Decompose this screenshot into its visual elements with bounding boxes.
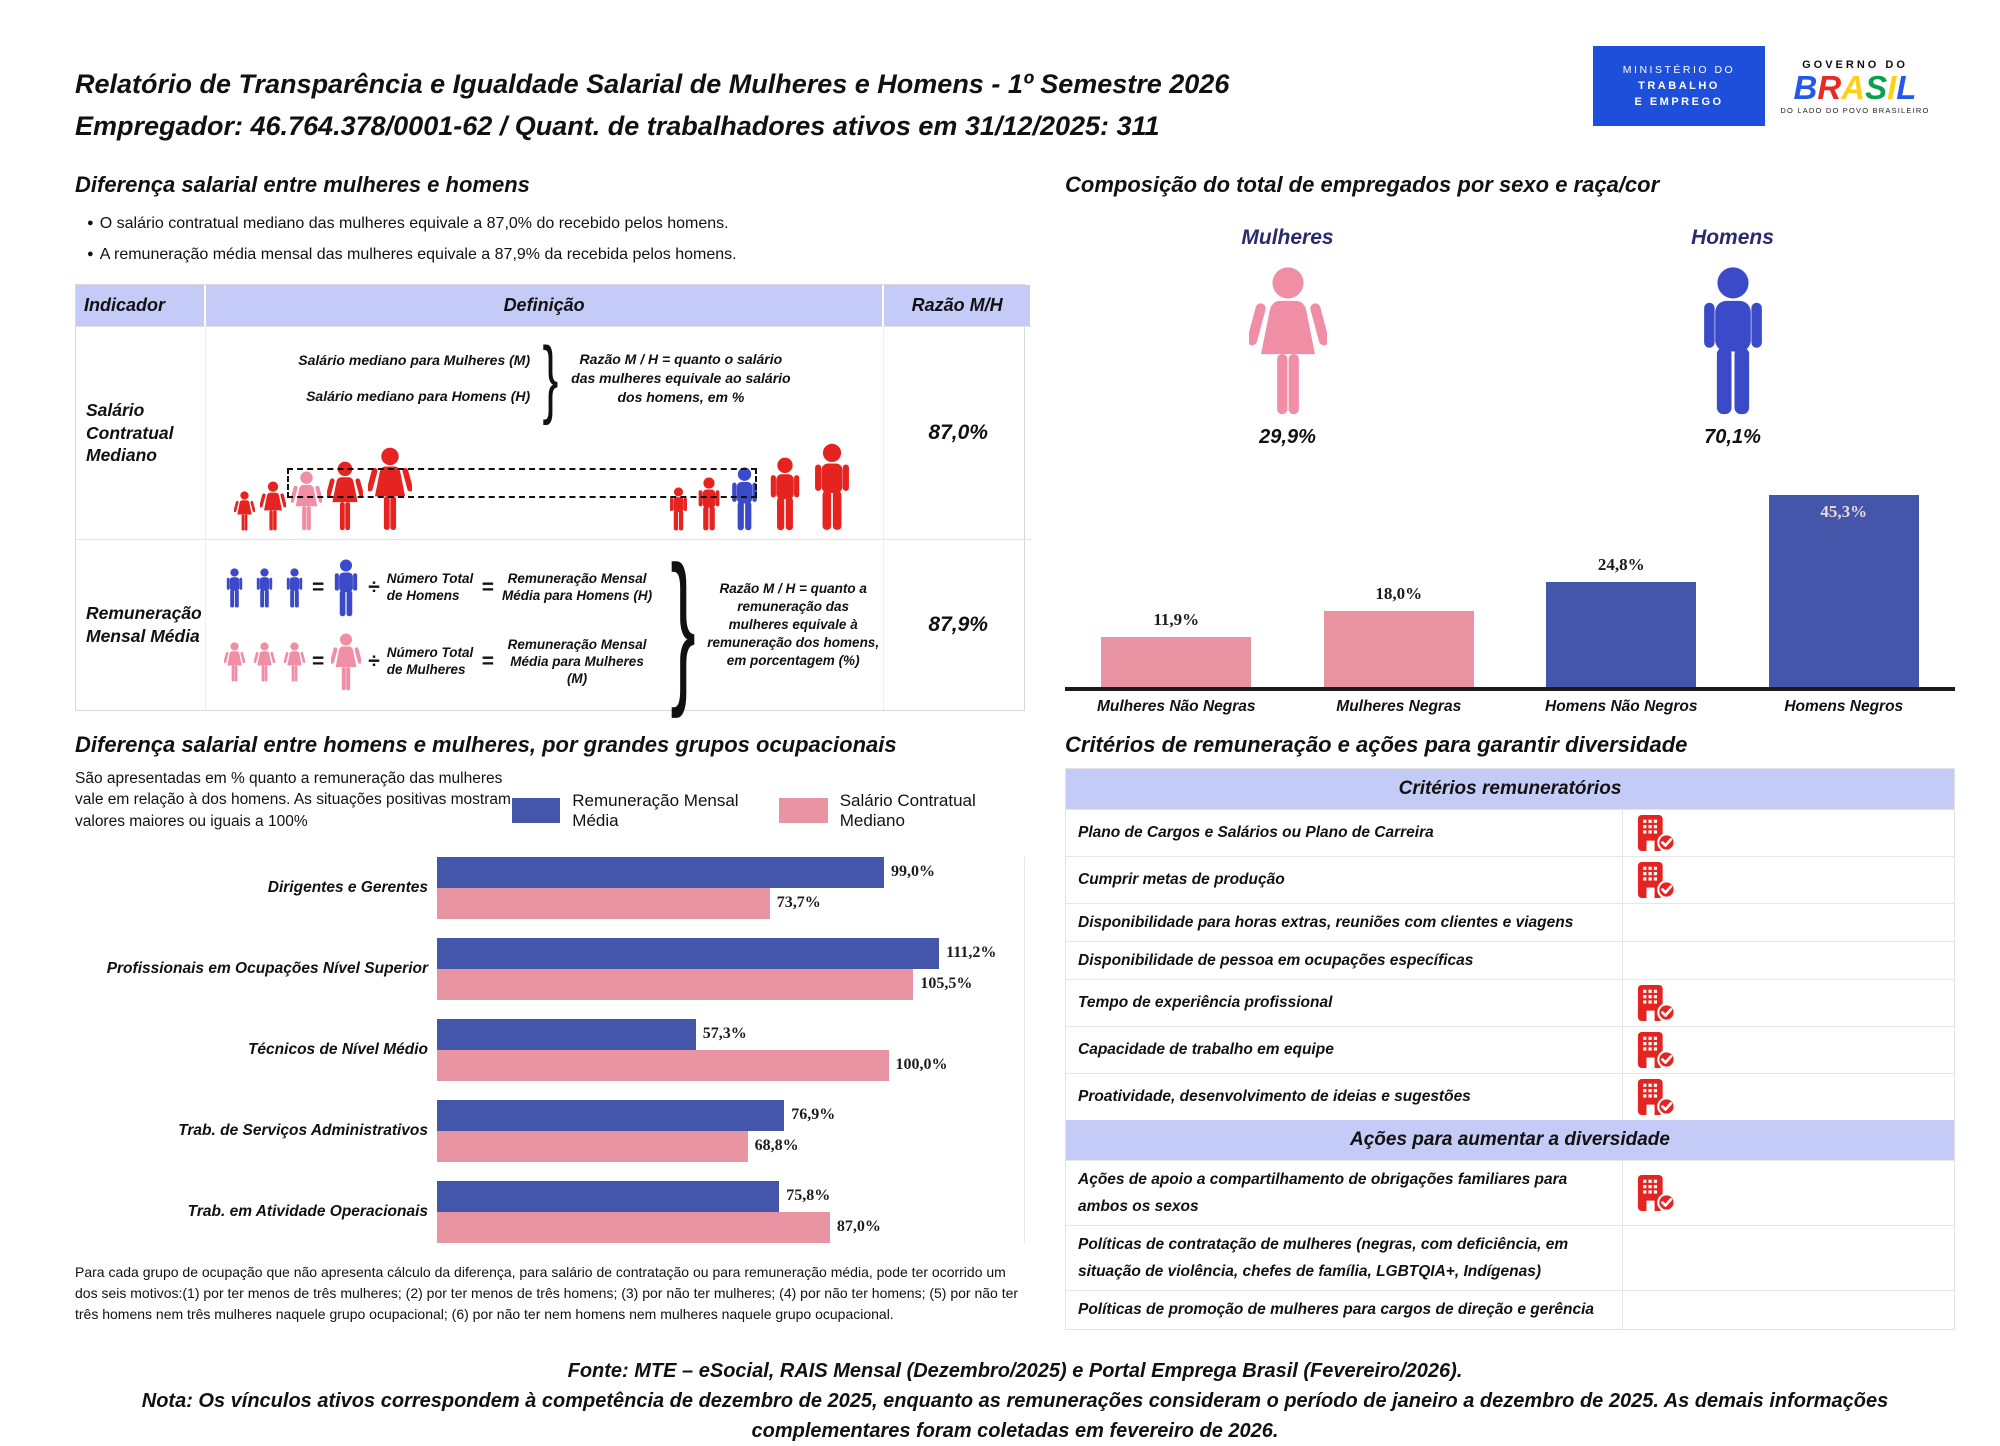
- woman-icon: [234, 491, 255, 531]
- criteria-row-status: [1622, 942, 1954, 979]
- criteria-row-status: [1622, 980, 1954, 1026]
- row2-indicator-label: Remuneração Mensal Média: [76, 539, 206, 710]
- criteria-row: [1066, 1073, 1954, 1120]
- criteria-row-label: Tempo de experiência profissional: [1078, 994, 1333, 1012]
- bar-value-label: 45,3%: [1820, 501, 1868, 521]
- occupational-bar-line: [437, 1100, 1024, 1131]
- bar-value-label: 57,3%: [702, 1025, 747, 1043]
- occupational-group-bars: [437, 1100, 1024, 1162]
- row1-indicator-label: Salário Contratual Mediano: [76, 326, 206, 539]
- criteria-row: [1066, 979, 1954, 1026]
- women-icons-small: [224, 642, 305, 682]
- occupational-bar: [437, 857, 884, 888]
- occupational-group-bars: [437, 857, 1024, 919]
- header-titles: [75, 46, 1229, 148]
- salary-diff-title: Diferença salarial entre mulheres e homens: [75, 171, 530, 197]
- bar-value-label: 105,5%: [920, 975, 973, 993]
- men-average-equation: [224, 559, 653, 617]
- brasil-letter: B: [1793, 68, 1818, 106]
- occupational-bar-line: [437, 1131, 1024, 1162]
- woman-icon-large: [331, 633, 361, 691]
- equals-sign: =: [312, 650, 325, 674]
- row2-ratio-note: Razão M / H = quanto a remuneração das mulheres equivale à remuneração dos homens, em porcentagem (%): [707, 580, 880, 669]
- criteria-row: [1066, 1160, 1954, 1225]
- report-header: [75, 46, 1955, 148]
- row1-formula-labels: [298, 352, 530, 404]
- gov-logo-top-label: GOVERNO DO: [1802, 58, 1908, 71]
- row1-ratio-value: 87,0%: [884, 326, 1032, 539]
- occupational-bar: [437, 1100, 784, 1131]
- occupational-bar-line: [437, 969, 1024, 1000]
- men-share-figure: [1510, 226, 1955, 449]
- brasil-letter: I: [1887, 68, 1897, 106]
- bar-value-label: 73,7%: [776, 894, 821, 912]
- occupational-bar-line: [437, 1181, 1024, 1212]
- col-header-ratio: Razão M/H: [884, 285, 1032, 326]
- occupational-chart: [75, 857, 1025, 1243]
- section-occupational: [75, 732, 1025, 1330]
- bar-value-label: 111,2%: [946, 944, 997, 962]
- occupational-group-row: [75, 1181, 1024, 1243]
- equals-sign: =: [312, 576, 325, 600]
- company-check-icon: [1635, 1174, 1677, 1212]
- bar-category-label: Mulheres Não Negras: [1097, 697, 1256, 715]
- criteria-row-status: [1622, 1226, 1954, 1290]
- criteria-row-label: Cumprir metas de produção: [1078, 871, 1285, 889]
- occupational-group-row: [75, 938, 1024, 1000]
- men-icon-large: [331, 559, 361, 617]
- company-check-icon: [1635, 814, 1677, 852]
- criteria-row-label: Políticas de promoção de mulheres para cargos de direção e gerência: [1078, 1301, 1595, 1319]
- criteria-row: [1066, 1026, 1954, 1073]
- occupational-bar-line: [437, 1019, 1024, 1050]
- man-icon: [766, 457, 804, 531]
- chart-legend: [512, 791, 1025, 831]
- main-grid: [75, 172, 1955, 1330]
- row2-definition-cell: [206, 531, 884, 720]
- criteria-section-header: Critérios remuneratórios: [1066, 769, 1954, 809]
- criteria-row-label: Ações de apoio a compartilhamento de obrigações familiares para ambos os sexos: [1078, 1170, 1568, 1216]
- composition-bar: [1546, 582, 1696, 687]
- occupational-group-bars: [437, 1181, 1024, 1243]
- occupational-group-row: [75, 1019, 1024, 1081]
- criteria-table: [1065, 768, 1955, 1330]
- company-check-icon: [1635, 984, 1677, 1022]
- median-women-label: Salário mediano para Mulheres (M): [298, 352, 531, 369]
- mte-logo-line3: E EMPREGO: [1634, 96, 1724, 108]
- man-icon: [224, 568, 245, 608]
- occupational-bar: [437, 969, 913, 1000]
- brace-glyph: }: [670, 531, 696, 720]
- bar-value-label: 99,0%: [891, 863, 935, 881]
- women-icon-large: [331, 633, 361, 691]
- col-header-definition: Definição: [206, 285, 884, 326]
- man-icon-large: [331, 559, 361, 617]
- divide-sign: ÷: [368, 576, 380, 600]
- criteria-row-status: [1622, 810, 1954, 856]
- men-large-icon-slot: [1694, 266, 1772, 416]
- occupational-bar: [437, 888, 770, 919]
- report-title-line1: Relatório de Transparência e Igualdade Salarial de Mulheres e Homens - 1º Semestre 2026: [75, 69, 1230, 99]
- occupational-group-row: [75, 1100, 1024, 1162]
- col-header-indicator: Indicador: [76, 285, 206, 326]
- men-icons-small: [224, 568, 305, 608]
- bar-value-label: 100,0%: [895, 1056, 948, 1074]
- occupational-group-label: Dirigentes e Gerentes: [267, 878, 428, 896]
- man-icon: [254, 568, 275, 608]
- occupational-footnote: Para cada grupo de ocupação que não apresenta cálculo da diferença, para salário de contratação ou para remuneração média, pode ter ocorrido um dos seis motivos:(1) por ter menos de três mulheres; (2) por ter menos de três homens; (3) por não ter mulheres; (4) por não ter homens; (5) por não ter três homens nem três mulheres naquele grupo ocupacional; (6) por não ter nem homens nem mulheres naquele grupo ocupacional.: [75, 1263, 1019, 1322]
- row2-equations: [224, 559, 653, 691]
- criteria-row: [1066, 903, 1954, 941]
- bar-value-label: 11,9%: [1153, 609, 1200, 629]
- mte-logo-line2: TRABALHO: [1638, 80, 1720, 92]
- occupational-subrow: [75, 768, 1025, 833]
- women-percent: 29,9%: [1259, 425, 1316, 448]
- footer-source: Fonte: MTE – eSocial, RAIS Mensal (Dezembro/2025) e Portal Emprega Brasil (Fevereiro/2026).: [567, 1359, 1463, 1382]
- men-result-label: Remuneração Mensal Média para Homens (H): [502, 571, 653, 604]
- header-logos: [1593, 46, 1935, 126]
- occupational-bar: [437, 938, 939, 969]
- composition-title: Composição do total de empregados por sexo e raça/cor: [1065, 171, 1660, 197]
- criteria-row-label: Disponibilidade de pessoa em ocupações específicas: [1078, 951, 1474, 969]
- row2-ratio-value: 87,9%: [884, 539, 1032, 710]
- divide-sign: ÷: [368, 650, 380, 674]
- legend-swatch-pink: [779, 798, 828, 823]
- criteria-row-status: [1622, 1074, 1954, 1120]
- occupational-bar: [437, 1131, 748, 1162]
- row1-definition-formula: [212, 330, 877, 427]
- woman-icon: [224, 642, 245, 682]
- legend-label-median: Salário Contratual Mediano: [839, 790, 976, 830]
- gov-brasil-logo: [1775, 57, 1935, 116]
- occupational-group-bars: [437, 1019, 1024, 1081]
- row1-definition-cell: [206, 326, 884, 539]
- occupational-group-label: Trab. em Atividade Operacionais: [187, 1202, 428, 1220]
- brasil-letter: L: [1896, 68, 1917, 106]
- women-large-icon-slot: [1249, 266, 1327, 416]
- occupational-bar: [437, 1019, 696, 1050]
- criteria-row-status: [1622, 1161, 1954, 1225]
- woman-icon: [284, 642, 305, 682]
- composition-bar-column: [1065, 610, 1288, 687]
- occupational-bar: [437, 1050, 889, 1081]
- bar-value-label: 24,8%: [1597, 554, 1645, 574]
- woman-icon: [254, 642, 275, 682]
- criteria-row-status: [1622, 1027, 1954, 1073]
- women-label: Mulheres: [1241, 225, 1334, 249]
- company-check-icon: [1635, 1078, 1677, 1116]
- occupational-bar-line: [437, 888, 1024, 919]
- composition-bars: [1065, 479, 1955, 691]
- composition-bar: [1769, 495, 1919, 687]
- occupational-bar-line: [437, 857, 1024, 888]
- occupational-group-label: Técnicos de Nível Médio: [247, 1040, 428, 1058]
- women-result-label: Remuneração Mensal Média para Mulheres (M): [507, 636, 647, 686]
- occupational-title: Diferença salarial entre homens e mulheres, por grandes grupos ocupacionais: [75, 731, 897, 757]
- criteria-row-label: Políticas de contratação de mulheres (negras, com deficiência, em situação de violência, chefes de família, LGBTQIA+, Indígenas): [1078, 1236, 1569, 1281]
- row1-ratio-note: Razão M / H = quanto o salário das mulheres equivale ao salário dos homens, em %: [571, 350, 791, 405]
- company-check-icon: [1635, 1031, 1677, 1069]
- men-total-label: Número Total de Homens: [386, 571, 474, 604]
- man-icon: [284, 568, 305, 608]
- brasil-wordmark: [1775, 68, 1935, 106]
- men-share-icon: [1694, 266, 1772, 416]
- women-total-label: Número Total de Mulheres: [386, 645, 474, 678]
- criteria-section-header: Ações para aumentar a diversidade: [1066, 1120, 1954, 1160]
- occupational-bar-line: [437, 1212, 1024, 1243]
- bar-value-label: 76,9%: [791, 1106, 836, 1124]
- men-label: Homens: [1691, 225, 1774, 249]
- section-criteria: [1065, 732, 1955, 1330]
- brasil-letter: R: [1817, 68, 1842, 106]
- report-title-line2: Empregador: 46.764.378/0001-62 / Quant. de trabalhadores ativos em 31/12/2025: 311: [75, 110, 1160, 141]
- bar-category-label: Mulheres Negras: [1336, 697, 1462, 715]
- salary-indicator-table: [75, 284, 1025, 720]
- women-share-figure: [1065, 226, 1510, 449]
- bar-value-label: 68,8%: [754, 1137, 799, 1155]
- company-check-icon: [1635, 861, 1677, 899]
- criteria-row: [1066, 941, 1954, 979]
- equals-sign: =: [481, 576, 495, 600]
- man-icon: [809, 443, 855, 531]
- bar-category-label: Homens Negros: [1784, 697, 1904, 715]
- criteria-row-label: Disponibilidade para horas extras, reuniões com clientes e viagens: [1078, 913, 1574, 931]
- criteria-title: Critérios de remuneração e ações para garantir diversidade: [1065, 731, 1688, 757]
- criteria-row-status: [1622, 1291, 1954, 1328]
- criteria-row: [1066, 856, 1954, 903]
- criteria-row: [1066, 809, 1954, 856]
- section-composition: [1065, 172, 1955, 716]
- brasil-letter: A: [1841, 68, 1866, 106]
- legend-swatch-blue: [512, 798, 561, 823]
- occupational-group-row: [75, 857, 1024, 919]
- gov-logo-bottom-label: DO LADO DO POVO BRASILEIRO: [1780, 106, 1930, 116]
- criteria-row: [1066, 1225, 1954, 1290]
- equals-sign: =: [481, 650, 495, 674]
- brasil-letter: S: [1865, 68, 1888, 106]
- occupational-group-label: Profissionais em Ocupações Nível Superior: [106, 959, 428, 977]
- bar-value-label: 18,0%: [1375, 583, 1423, 603]
- occupational-group-bars: [437, 938, 1024, 1000]
- composition-bar: [1101, 637, 1251, 687]
- bullet-average-pay: ● A remuneração média mensal das mulheres equivale a 87,9% da recebida pelos homens.: [87, 239, 1025, 270]
- bar-category-label: Homens Não Negros: [1545, 697, 1698, 715]
- occupational-bar: [437, 1181, 779, 1212]
- median-dashed-connector: [287, 468, 757, 498]
- section-salary-difference: [75, 171, 1025, 720]
- ministry-labor-logo: [1593, 46, 1765, 126]
- report-footer: [75, 1356, 1955, 1446]
- composition-chart: [1065, 479, 1955, 716]
- salary-diff-bullets: [87, 208, 1025, 270]
- composition-bar: [1324, 611, 1474, 687]
- composition-bar-column: [1510, 555, 1733, 687]
- criteria-row-label: Proatividade, desenvolvimento de ideias e sugestões: [1078, 1088, 1471, 1106]
- criteria-row: [1066, 1290, 1954, 1328]
- brace-glyph: }: [542, 330, 559, 427]
- criteria-row-label: Plano de Cargos e Salários ou Plano de Carreira: [1078, 824, 1434, 842]
- women-average-equation: [224, 633, 653, 691]
- composition-people: [1065, 226, 1955, 449]
- bar-value-label: 75,8%: [786, 1187, 831, 1205]
- criteria-row-label: Capacidade de trabalho em equipe: [1078, 1041, 1334, 1059]
- occupational-bar-line: [437, 1050, 1024, 1081]
- median-illustration: [212, 427, 877, 531]
- occupational-group-label: Trab. de Serviços Administrativos: [178, 1121, 428, 1139]
- women-share-icon: [1249, 266, 1327, 416]
- footer-note: Nota: Os vínculos ativos correspondem à competência de dezembro de 2025, enquanto as remunerações consideram o período de janeiro a dezembro de 2025. As demais informações complementares foram coletadas em fevereiro de 2026.: [141, 1389, 1889, 1442]
- median-men-label: Salário mediano para Homens (H): [306, 388, 531, 405]
- mte-logo-line1: MINISTÉRIO DO: [1622, 64, 1736, 76]
- legend-label-average: Remuneração Mensal Média: [572, 790, 739, 830]
- criteria-row-status: [1622, 857, 1954, 903]
- bar-value-label: 87,0%: [836, 1218, 881, 1236]
- occupational-bar: [437, 1212, 830, 1243]
- composition-categories: [1065, 691, 1955, 716]
- woman-icon: [260, 481, 286, 531]
- bullet-median-salary: ● O salário contratual mediano das mulheres equivale a 87,0% do recebido pelos homens.: [87, 208, 1025, 239]
- criteria-row-status: [1622, 904, 1954, 941]
- composition-bar-column: [1288, 584, 1511, 687]
- occupational-bar-line: [437, 938, 1024, 969]
- composition-bar-column: [1733, 495, 1956, 687]
- occupational-subtitle: São apresentadas em % quanto a remuneração das mulheres vale em relação à dos homens. As situações positivas mostram valores maiores ou iguais a 100%: [75, 769, 511, 831]
- men-percent: 70,1%: [1704, 425, 1761, 448]
